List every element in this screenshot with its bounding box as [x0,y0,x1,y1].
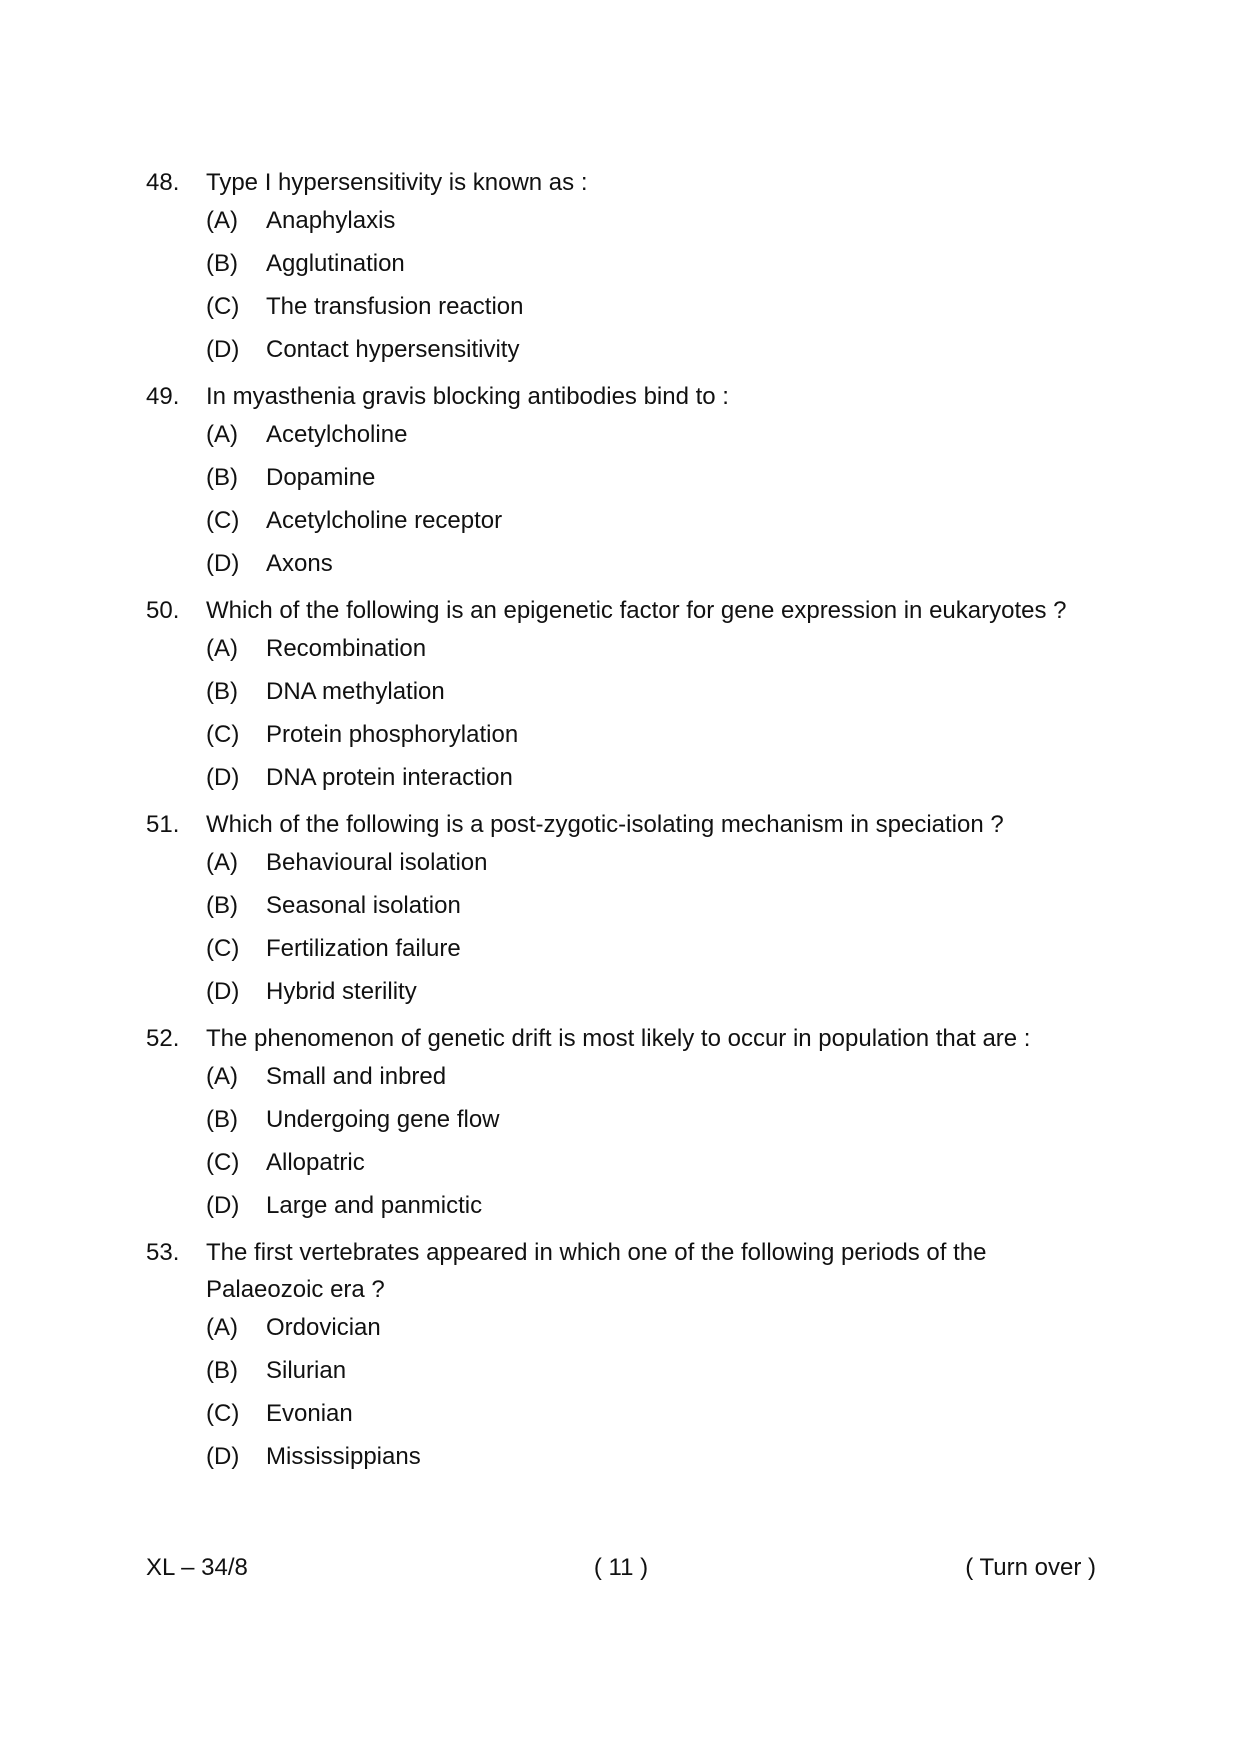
option-label: (A) [206,207,238,234]
option-label: (C) [206,293,240,320]
option-text: Acetylcholine [266,421,408,448]
option-text: Evonian [266,1400,353,1427]
option-label: (B) [206,892,238,919]
page-number: ( 11 ) [593,1554,649,1581]
option-label: (B) [206,678,238,705]
option-text: Fertilization failure [266,935,461,962]
option-d [206,1441,1106,1473]
option-label: (A) [206,421,238,448]
question-text: In myasthenia gravis blocking antibodies bind to : [206,383,729,410]
option-label: (D) [206,1192,240,1219]
option-label: (D) [206,978,240,1005]
question-number: 53. [146,1239,180,1266]
option-label: (D) [206,336,240,363]
option-label: (C) [206,935,240,962]
option-a [206,419,1106,451]
option-label: (B) [206,1106,238,1133]
question-number: 52. [146,1025,180,1052]
option-d [206,976,1106,1008]
question-52 [146,1020,1106,1222]
option-text: Large and panmictic [266,1192,483,1219]
option-text: Dopamine [266,464,376,491]
option-c [206,933,1106,965]
option-c [206,1398,1106,1430]
question-48 [146,164,1106,366]
option-b [206,676,1106,708]
option-d [206,548,1106,580]
option-text: Protein phosphorylation [266,721,519,748]
option-list [206,847,1106,1008]
option-b [206,890,1106,922]
option-label: (A) [206,849,238,876]
option-b [206,462,1106,494]
question-stem [146,164,1106,201]
question-stem [146,1020,1106,1057]
option-c [206,1147,1106,1179]
option-b [206,1104,1106,1136]
option-b [206,248,1106,280]
option-label: (C) [206,1400,240,1427]
question-51 [146,806,1106,1008]
question-number: 51. [146,811,180,838]
option-text: Behavioural isolation [266,849,488,876]
question-text: Type I hypersensitivity is known as : [206,169,588,196]
option-a [206,1312,1106,1344]
question-text: The phenomenon of genetic drift is most likely to occur in population that are : [206,1025,1031,1052]
option-text: Allopatric [266,1149,365,1176]
question-49 [146,378,1106,580]
option-a [206,847,1106,879]
option-text: Contact hypersensitivity [266,336,520,363]
option-b [206,1355,1106,1387]
option-text: DNA protein interaction [266,764,513,791]
option-text: Small and inbred [266,1063,447,1090]
option-text: Recombination [266,635,427,662]
question-text: Which of the following is a post-zygotic-isolating mechanism in speciation ? [206,811,1004,838]
option-label: (A) [206,1314,238,1341]
option-label: (B) [206,250,238,277]
question-stem [146,592,1106,629]
option-text: Ordovician [266,1314,381,1341]
question-number: 50. [146,597,180,624]
option-text: Acetylcholine receptor [266,507,503,534]
paper-code: XL – 34/8 [146,1554,248,1581]
option-label: (C) [206,1149,240,1176]
question-list [146,164,1106,1485]
option-list [206,419,1106,580]
option-label: (B) [206,464,238,491]
question-number: 48. [146,169,180,196]
question-stem [146,806,1106,843]
option-label: (A) [206,1063,238,1090]
question-stem [146,378,1106,415]
option-text: The transfusion reaction [266,293,524,320]
option-a [206,633,1106,665]
option-d [206,334,1106,366]
question-stem [146,1234,1106,1308]
question-50 [146,592,1106,794]
option-label: (D) [206,550,240,577]
option-text: Seasonal isolation [266,892,461,919]
option-d [206,1190,1106,1222]
option-a [206,1061,1106,1093]
option-label: (D) [206,1443,240,1470]
option-list [206,1312,1106,1473]
page-footer [146,1548,1096,1588]
option-label: (A) [206,635,238,662]
option-text: Axons [266,550,333,577]
option-text: Anaphylaxis [266,207,396,234]
question-text: The first vertebrates appeared in which one of the following periods of the Palaeozoic era ? [206,1239,987,1303]
option-text: Silurian [266,1357,347,1384]
option-c [206,719,1106,751]
option-c [206,291,1106,323]
option-list [206,205,1106,366]
option-label: (C) [206,721,240,748]
turn-over-note: ( Turn over ) [965,1554,1096,1581]
question-text: Which of the following is an epigenetic factor for gene expression in eukaryotes ? [206,597,1067,624]
question-number: 49. [146,383,180,410]
option-d [206,762,1106,794]
option-list [206,1061,1106,1222]
option-label: (B) [206,1357,238,1384]
option-c [206,505,1106,537]
option-label: (C) [206,507,240,534]
option-text: DNA methylation [266,678,445,705]
option-label: (D) [206,764,240,791]
option-text: Undergoing gene flow [266,1106,500,1133]
option-text: Mississippians [266,1443,421,1470]
option-text: Hybrid sterility [266,978,417,1005]
option-list [206,633,1106,794]
question-53 [146,1234,1106,1473]
option-a [206,205,1106,237]
option-text: Agglutination [266,250,405,277]
